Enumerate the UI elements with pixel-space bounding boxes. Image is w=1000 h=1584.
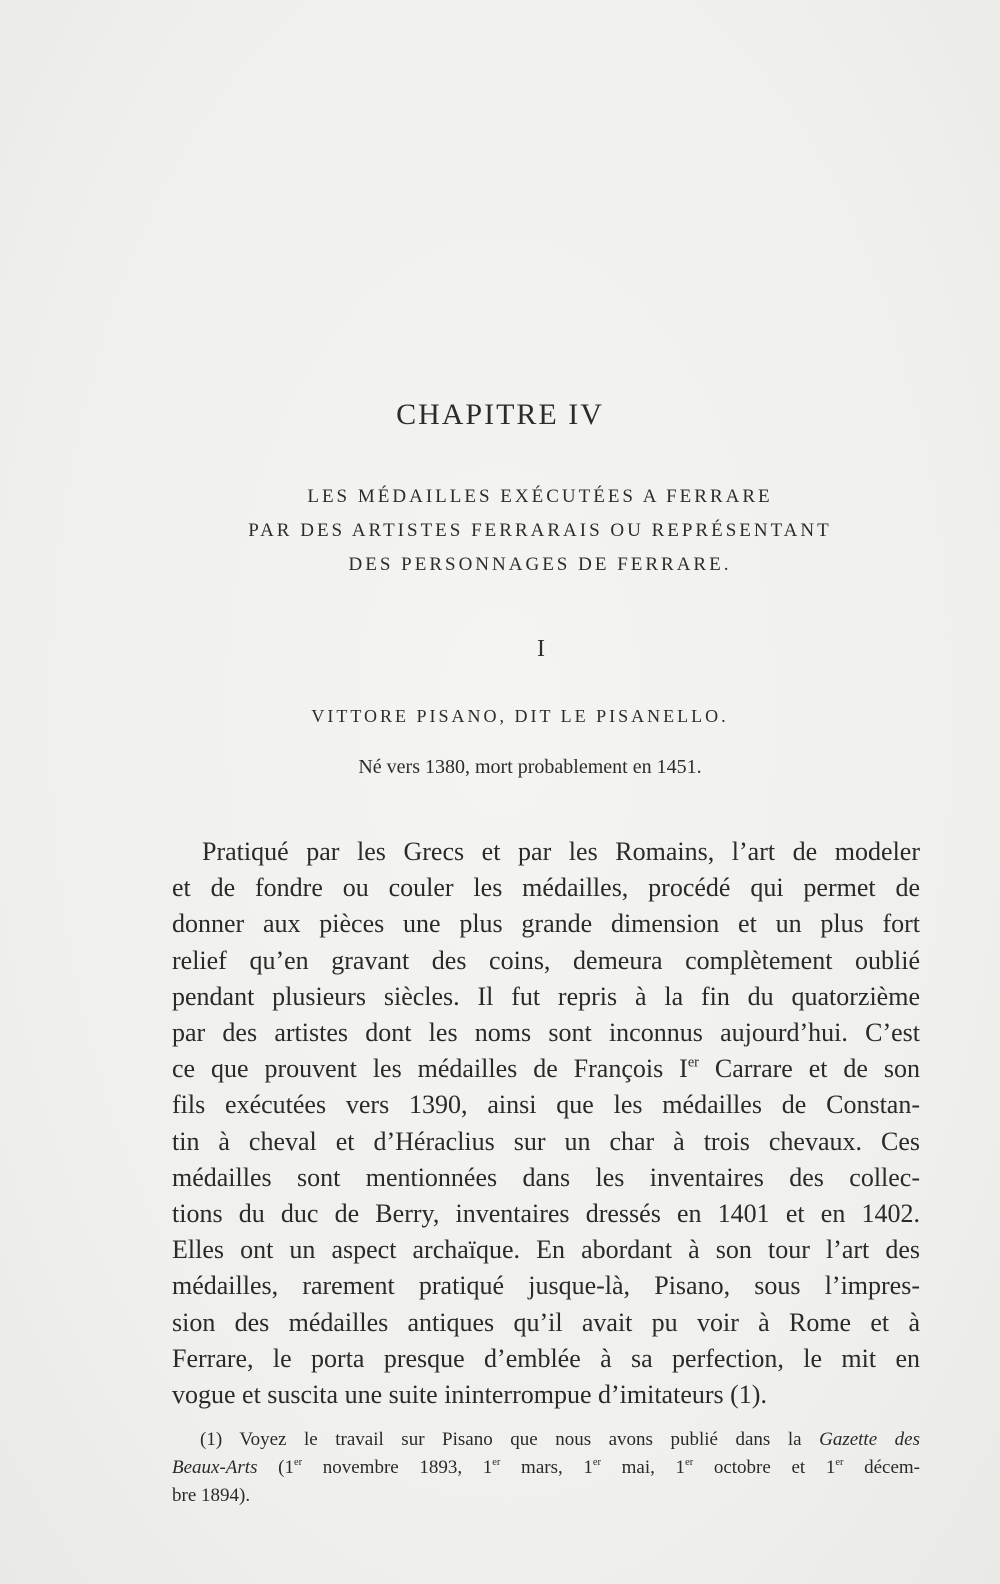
superscript: er: [835, 1457, 844, 1469]
text-line: sion des médailles antiques qu’il avait pu voir à Rome et à: [172, 1307, 920, 1337]
text-line: Elles ont un aspect archaïque. En abordant à son tour l’art des: [172, 1235, 920, 1265]
footnote-text: mai, 1: [621, 1457, 686, 1478]
roman-numeral: I: [679, 1054, 688, 1084]
text-line: médailles sont mentionnées dans les inventaires des collec-: [172, 1162, 920, 1192]
footnote-text: (1: [278, 1457, 294, 1478]
text-fragment: ce que prouvent les médailles de François: [172, 1054, 664, 1084]
text-line: donner aux pièces une plus grande dimension et un plus fort: [172, 909, 920, 939]
chapter-title: CHAPITRE IV: [396, 398, 604, 431]
footnote-line: bre 1894).: [172, 1485, 251, 1506]
text-line: tin à cheval et d’Héraclius sur un char à trois chevaux. Ces: [172, 1126, 920, 1156]
text-line: [172, 1051, 920, 1087]
footnote-text: octobre et 1: [713, 1457, 836, 1478]
chapter-subtitle-line: DES PERSONNAGES DE FERRARE.: [348, 554, 732, 575]
journal-title: Gazette des: [819, 1429, 920, 1450]
footnote-text: Voyez le travail sur Pisano que nous avons publié dans la: [239, 1429, 802, 1450]
footnote-text: mars, 1: [521, 1457, 593, 1478]
footnote-line: [172, 1426, 920, 1454]
text-line: vogue et suscita une suite ininterrompue d’imitateurs (1).: [172, 1380, 767, 1410]
superscript: er: [685, 1457, 694, 1469]
body-paragraph: [172, 834, 932, 1413]
journal-title: Beaux-Arts: [172, 1457, 258, 1478]
artist-dates: Né vers 1380, mort probablement en 1451.: [358, 756, 702, 778]
section-title: VITTORE PISANO, DIT LE PISANELLO.: [311, 706, 729, 726]
chapter-subtitle-line: PAR DES ARTISTES FERRARAIS OU REPRÉSENTANT: [248, 520, 832, 541]
text-line: et de fondre ou couler les médailles, procédé qui permet de: [172, 873, 920, 903]
text-line: tions du duc de Berry, inventaires dressés en 1401 et en 1402.: [172, 1199, 920, 1229]
footnote-text: novembre 1893, 1: [322, 1457, 493, 1478]
text-fragment: Carrare et de son: [714, 1054, 921, 1084]
footnote-marker: (1): [200, 1429, 223, 1450]
text-line: Ferrare, le porta presque d’emblée à sa perfection, le mit en: [172, 1343, 920, 1373]
footnote: [172, 1426, 932, 1510]
footnote-line: [172, 1454, 920, 1482]
superscript: er: [592, 1457, 601, 1469]
section-number: I: [537, 636, 545, 662]
text-line: Pratiqué par les Grecs et par les Romains, l’art de modeler: [202, 837, 920, 866]
footnote-text: décem-: [864, 1457, 920, 1478]
chapter-subtitle-line: LES MÉDAILLES EXÉCUTÉES A FERRARE: [307, 486, 773, 507]
superscript: er: [492, 1457, 501, 1469]
superscript: er: [293, 1457, 303, 1469]
text-line: relief qu’en gravant des coins, demeura complètement oublié: [172, 945, 920, 975]
text-line: pendant plusieurs siècles. Il fut repris à la fin du quatorzième: [172, 981, 920, 1011]
text-line: médailles, rarement pratiqué jusque-là, Pisano, sous l’impres-: [172, 1271, 920, 1301]
chapter-subtitle: [150, 480, 930, 582]
text-line: par des artistes dont les noms sont inconnus aujourd’hui. C’est: [172, 1018, 920, 1048]
superscript: er: [687, 1054, 699, 1071]
text-line: fils exécutées vers 1390, ainsi que les médailles de Constan-: [172, 1090, 920, 1120]
